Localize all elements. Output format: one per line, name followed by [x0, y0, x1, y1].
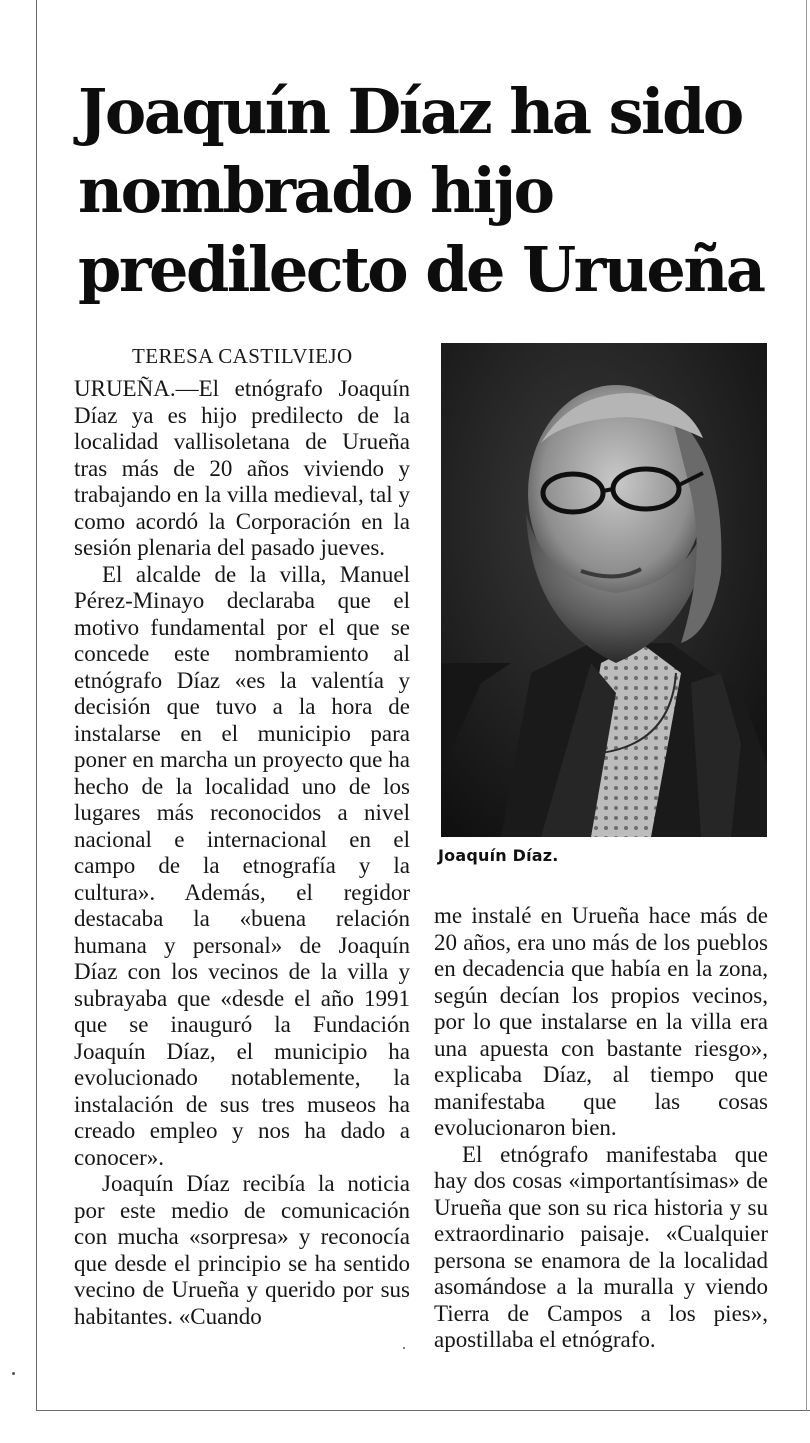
headline-line: predilecto de Urueña	[78, 233, 764, 306]
print-speck	[12, 1372, 15, 1375]
paragraph: Joaquín Díaz recibía la noticia por este medio de comunicación con mucha «sorpresa» y reconocía que desde el principio se ha sentido vecino de Urueña y querido por sus habitantes. «Cuando	[74, 1171, 410, 1329]
paragraph: URUEÑA.—El etnógrafo Joaquín Díaz ya es hijo predilecto de la localidad vallisoletana de Urueña tras más de 20 años viviendo y trabajando en la villa medieval, tal y como acordó la Corporación en la sesión plenaria del pasado jueves.	[74, 376, 410, 560]
paragraph: El etnógrafo manifestaba que hay dos cosas «importantísimas» de Urueña que son su rica historia y su extraordinario paisaje. «Cualquier persona se enamora de la localidad asomándose a la muralla y viendo Tierra de Campos a los pies», apostillaba el etnógrafo.	[434, 1141, 768, 1352]
paragraph: El alcalde de la villa, Manuel Pérez-Minayo declaraba que el motivo fundamental por el que se concede este nombramiento al etnógrafo Díaz «es la valentía y decisión que tuvo a la hora de instalarse en el municipio para poner en marcha un proyecto que ha hecho de la localidad uno de los lugares más reconocidos a nivel nacional e internacional en el campo de la etnografía y la cultura». Además, el regidor destacaba la «buena relación humana y personal» de Joaquín Díaz con los vecinos de la villa y subrayaba que «desde el año 1991 que se inauguró la Fundación Joaquín Díaz, el municipio ha evolucionado notablemente, la instalación de sus tres museos ha creado empleo y nos ha dado a conocer».	[74, 561, 410, 1170]
page-border-bottom	[36, 1410, 810, 1411]
headline	[78, 72, 764, 309]
paragraph: me instalé en Urueña hace más de 20 años, era uno más de los pueblos en decadencia que había en la zona, según decían los propios vecinos, por lo que instalarse en la villa era una apuesta con bastante riesgo», explicaba Díaz, al tiempo que manifestaba que las cosas evolucionaron bien.	[434, 903, 768, 1140]
print-speck	[403, 1347, 405, 1349]
byline: TERESA CASTILVIEJO	[132, 344, 353, 368]
article-column-left	[74, 376, 410, 1330]
article-column-right	[434, 903, 768, 1354]
portrait-photo	[441, 343, 767, 837]
headline-line: Joaquín Díaz ha sido	[78, 75, 742, 148]
page-border-right	[806, 0, 807, 1411]
portrait-illustration	[441, 343, 767, 837]
headline-line: nombrado hijo	[78, 154, 553, 227]
photo-caption: Joaquín Díaz.	[438, 846, 559, 865]
page-border-left	[36, 0, 37, 1410]
